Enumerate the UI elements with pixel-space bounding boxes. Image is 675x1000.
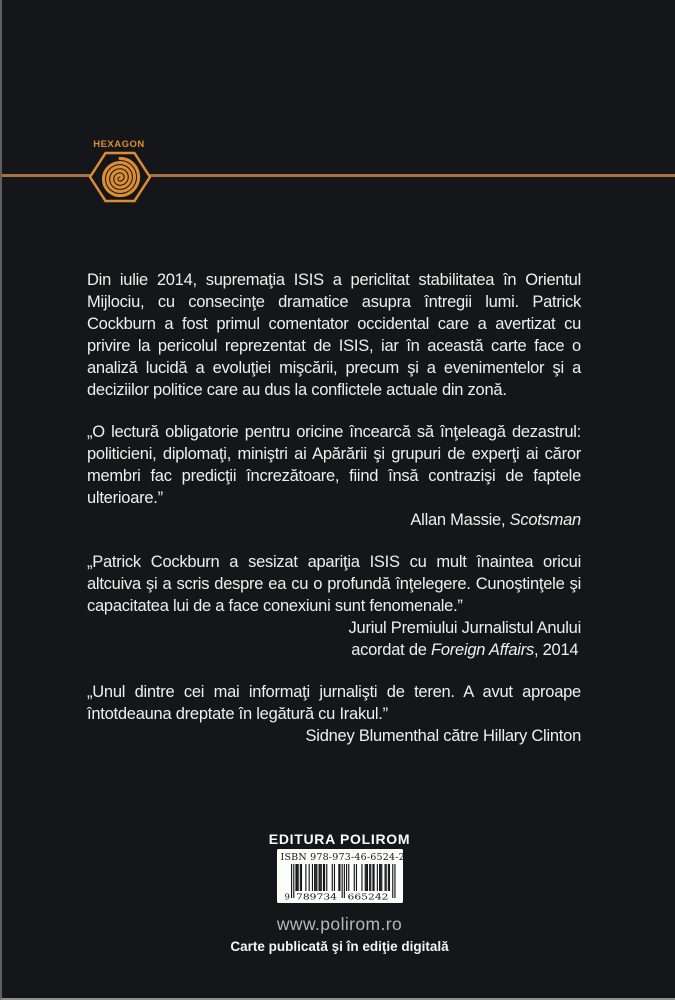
quote-1-attribution-name: Allan Massie,	[410, 511, 510, 529]
imprint-name: HEXAGON	[93, 139, 145, 150]
quote-1-attribution-source: Scotsman	[509, 511, 581, 529]
barcode-digit-lead: 9	[284, 892, 290, 901]
barcode-digits-right: 665242	[347, 892, 388, 901]
quote-2-attribution-line2-post: , 2014	[533, 641, 579, 659]
barcode-image	[284, 864, 396, 901]
barcode-digits-left: 789734	[295, 892, 337, 901]
quote-2-attribution-line1: Juriul Premiului Jurnalistul Anului	[348, 619, 581, 637]
blurb-paragraph: Din iulie 2014, supremaţia ISIS a periclitat stabilitatea în Orientul Mijlociu, cu consecinţe dramatice asupra întregii lumi. Patrick Cockburn a fost primul comentator occidental care a avertizat cu privire la pericolul reprezentat de ISIS, iar în această carte face o analiză lucidă a evoluţiei mişcării, precum şi a evenimentelor şi a deciziilor politice care au dus la conflictele actuale din zonă.	[87, 271, 581, 399]
barcode	[277, 849, 403, 903]
website-url: www.polirom.ro	[276, 914, 403, 934]
quote-2-attribution-source: Foreign Affairs	[431, 641, 534, 659]
isbn-label: ISBN 978-973-46-6524-2	[280, 852, 405, 863]
quote-3-text: „Unul dintre cei mai informaţi jurnalişti de teren. A avut aproape întotdeauna dreptate în legătură cu Irakul.”	[87, 683, 581, 723]
digital-edition-note: Carte publicată şi în ediţie digitală	[230, 939, 449, 954]
quote-1-text: „O lectură obligatorie pentru oricine încearcă să înţeleagă dezastrul: politicieni, diplomaţi, miniştri ai Apărării şi grupuri de experţi ai căror membri fac predicţii încrezătoare, fiind însă contrazişi de faptele ulterioare.”	[87, 423, 581, 507]
quote-1-attribution	[87, 509, 581, 531]
hexagon-spiral-icon	[89, 151, 151, 203]
quote-2-attribution-line2-pre: acordat de	[351, 641, 432, 659]
quote-2-attribution	[87, 617, 581, 661]
back-cover-text	[87, 269, 581, 747]
publisher-name: EDITURA POLIROM	[268, 831, 411, 847]
quote-2-text: „Patrick Cockburn a sesizat apariţia ISIS cu mult înaintea oricui altcuiva şi a scris despre ea cu o profundă înţelegere. Cunoştinţele şi capacitatea lui de a face conexiuni sunt fenomenale.”	[87, 553, 581, 615]
quote-3-attribution: Sidney Blumenthal către Hillary Clinton	[305, 727, 581, 745]
